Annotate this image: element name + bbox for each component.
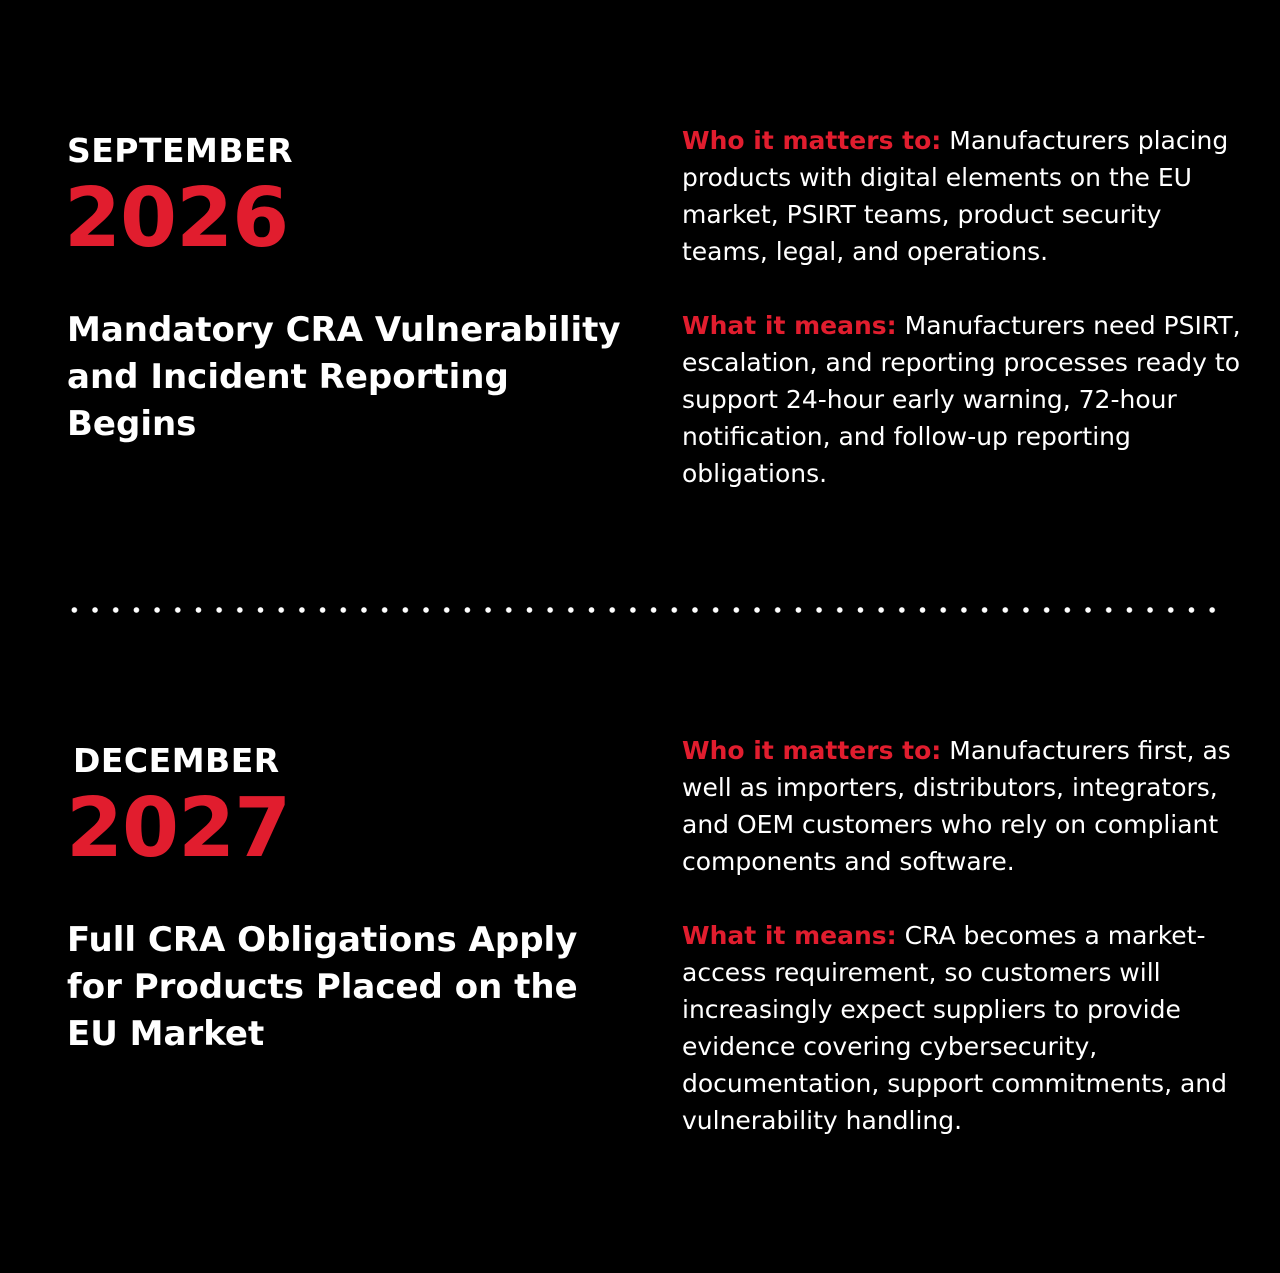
what-it-means-paragraph	[682, 307, 1242, 492]
dotted-divider	[64, 606, 1224, 614]
who-it-matters-text: Manufacturers first, as well as importers, distributors, integrators, and OEM customers who rely on compliant components and software.	[682, 736, 1231, 876]
milestone-heading	[67, 917, 637, 1058]
who-it-matters-text: Manufacturers placing products with digital elements on the EU market, PSIRT teams, product security teams, legal, and operations.	[682, 126, 1229, 266]
who-it-matters-label: Who it matters to:	[682, 736, 942, 765]
milestone-heading	[67, 307, 637, 448]
milestone-month: SEPTEMBER	[67, 131, 293, 170]
milestone-heading-line: and Incident Reporting Begins	[67, 357, 509, 444]
milestone-year: 2027	[66, 781, 291, 876]
what-it-means-text: Manufacturers need PSIRT, escalation, and reporting processes ready to support 24-hour early warning, 72-hour notification, and follow-up reporting obligations.	[682, 311, 1241, 488]
what-it-means-label: What it means:	[682, 311, 897, 340]
what-it-means-paragraph	[682, 917, 1242, 1139]
milestone-year: 2026	[64, 171, 289, 266]
milestone-september-2026	[0, 0, 1280, 600]
who-it-matters-label: Who it matters to:	[682, 126, 942, 155]
who-it-matters-paragraph	[682, 122, 1242, 270]
milestone-heading-line: EU Market	[67, 1014, 265, 1054]
milestone-heading-line: for Products Placed on the	[67, 967, 578, 1007]
what-it-means-text: CRA becomes a market-access requirement, so customers will increasingly expect suppliers to provide evidence covering cybersecurity, documentation, support commitments, and vulnerability handling.	[682, 921, 1227, 1135]
milestone-heading-line: Full CRA Obligations Apply	[67, 920, 578, 960]
what-it-means-label: What it means:	[682, 921, 897, 950]
milestone-heading-line: Mandatory CRA Vulnerability	[67, 310, 621, 350]
milestone-december-2027	[0, 620, 1280, 1273]
who-it-matters-paragraph	[682, 732, 1242, 880]
milestone-month: DECEMBER	[73, 741, 280, 780]
